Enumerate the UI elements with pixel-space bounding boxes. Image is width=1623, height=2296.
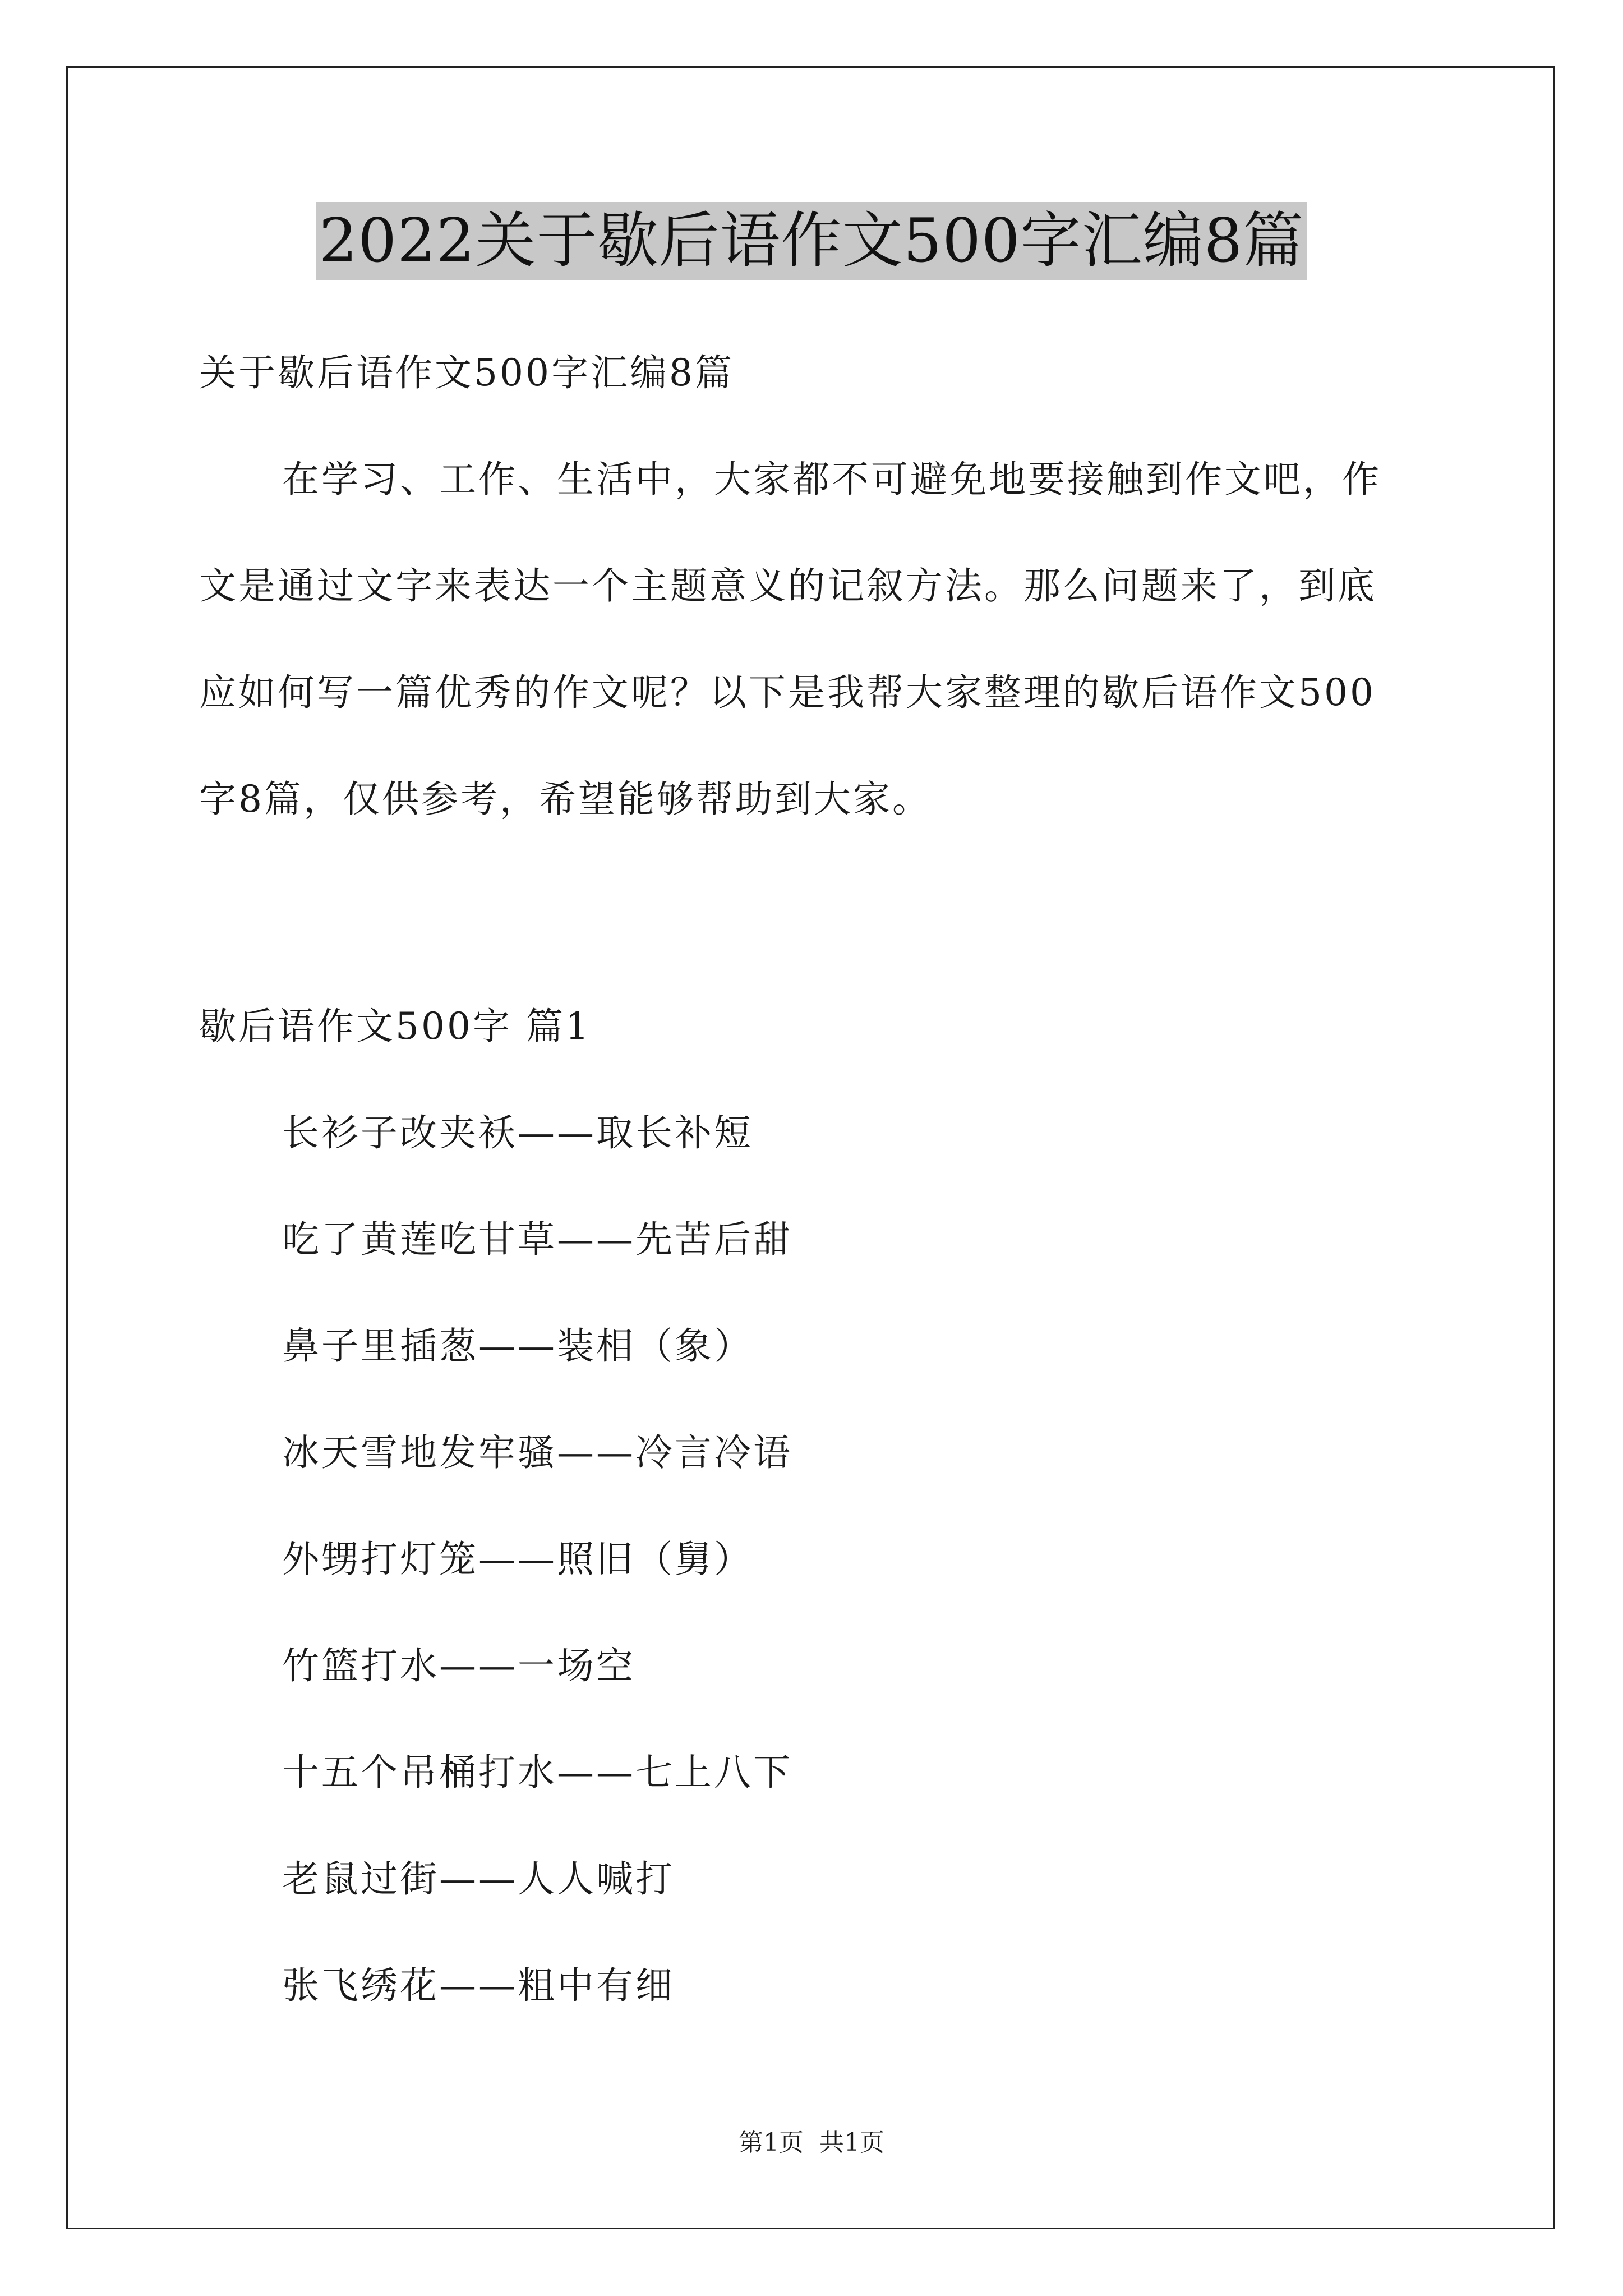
page-number-total: 共1页 xyxy=(819,2128,884,2157)
proverb-line: 鼻子里插葱——装相（象） xyxy=(282,1324,753,1368)
page-footer xyxy=(0,2126,1623,2160)
proverb-line: 外甥打灯笼——照旧（舅） xyxy=(282,1538,753,1581)
intro-line: 文是通过文字来表达一个主题意义的记叙方法。那么问题来了，到底 xyxy=(199,564,1377,608)
document-title: 2022关于歇后语作文500字汇编8篇 xyxy=(316,202,1308,280)
intro-line: 应如何写一篇优秀的作文呢？以下是我帮大家整理的歇后语作文500 xyxy=(199,671,1376,714)
proverb-line: 长衫子改夹袄——取长补短 xyxy=(282,1111,753,1154)
proverb-line: 吃了黄莲吃甘草——先苦后甜 xyxy=(282,1218,792,1261)
section-heading: 歇后语作文500字 篇1 xyxy=(199,1005,591,1048)
proverb-line: 十五个吊桶打水——七上八下 xyxy=(282,1751,792,1794)
proverb-line: 张飞绣花——粗中有细 xyxy=(282,1964,675,2007)
page-number-current: 第1页 xyxy=(739,2128,804,2157)
document-subtitle: 关于歇后语作文500字汇编8篇 xyxy=(199,351,734,394)
proverb-line: 冰天雪地发牢骚——冷言冷语 xyxy=(282,1431,792,1474)
proverb-line: 老鼠过街——人人喊打 xyxy=(282,1857,675,1901)
intro-line: 字8篇，仅供参考，希望能够帮助到大家。 xyxy=(199,777,932,821)
proverb-line: 竹篮打水——一场空 xyxy=(282,1644,635,1687)
intro-line: 在学习、工作、生活中，大家都不可避免地要接触到作文吧，作 xyxy=(282,458,1381,501)
title-container xyxy=(0,202,1623,280)
